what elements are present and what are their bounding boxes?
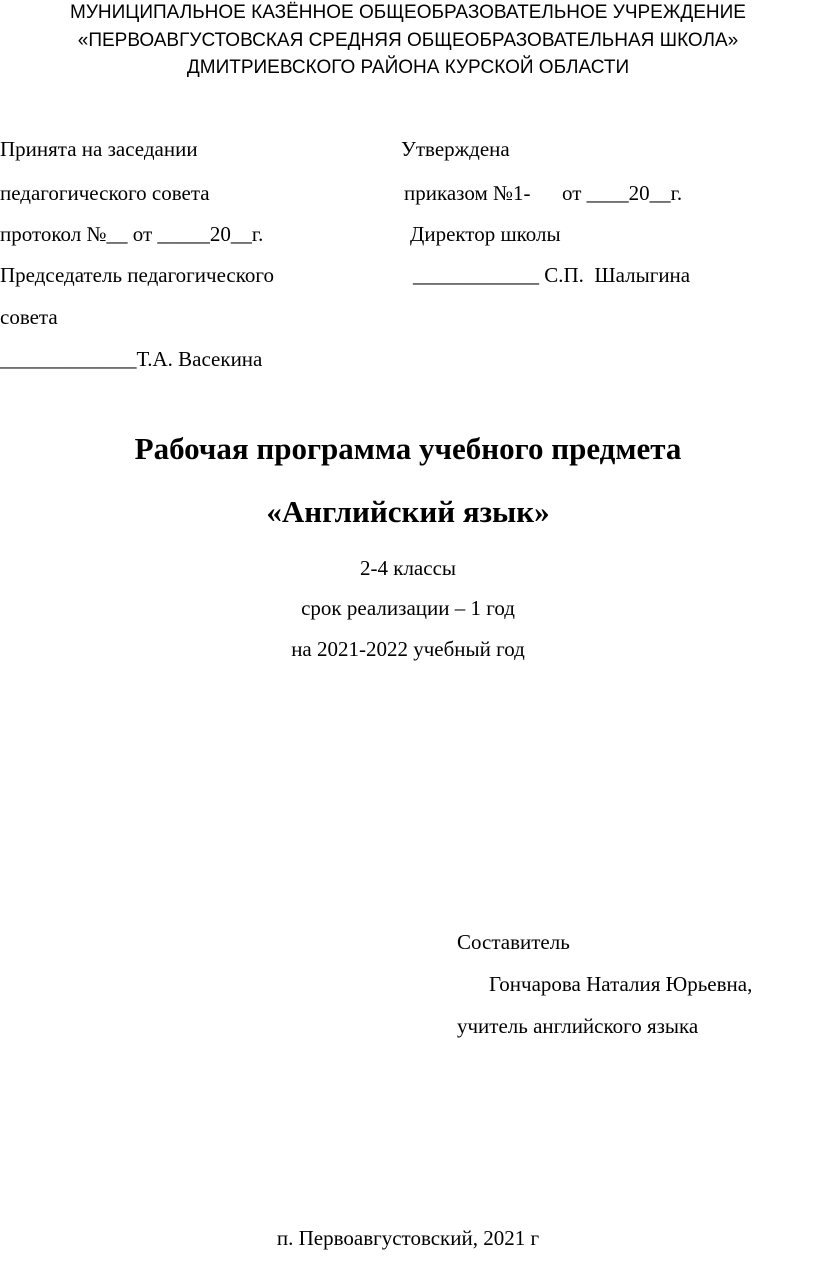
approval-right-line-4: ____________ С.П. Шалыгина [413, 263, 691, 287]
duration-text: срок реализации – 1 год [301, 596, 515, 620]
header-line-2: «ПЕРВОАВГУСТОВСКАЯ СРЕДНЯЯ ОБЩЕОБРАЗОВАТЕЛЬНАЯ ШКОЛА» [77, 30, 739, 51]
approval-right-line-3: Директор школы [410, 222, 561, 246]
grades-text: 2-4 классы [360, 556, 456, 580]
approval-left-line-5: совета [0, 305, 58, 329]
author-position: учитель английского языка [457, 1014, 699, 1038]
academic-year-text: на 2021-2022 учебный год [291, 637, 525, 661]
document-title-line-2: «Английский язык» [266, 494, 550, 529]
approval-left-line-1: Принята на заседании [0, 137, 198, 161]
approval-right-line-2: приказом №1- от ____20__г. [404, 181, 683, 205]
header-line-1: МУНИЦИПАЛЬНОЕ КАЗЁННОЕ ОБЩЕОБРАЗОВАТЕЛЬНОЕ УЧРЕЖДЕНИЕ [70, 2, 746, 23]
approval-left-line-3: протокол №__ от _____20__г. [0, 222, 264, 246]
approval-left-line-2: педагогического совета [0, 181, 210, 205]
footer-place-year: п. Первоавгустовский, 2021 г [276, 1226, 540, 1250]
approval-left-line-4: Председатель педагогического [0, 263, 274, 287]
header-line-3: ДМИТРИЕВСКОГО РАЙОНА КУРСКОЙ ОБЛАСТИ [186, 57, 630, 78]
document-title-line-1: Рабочая программа учебного предмета [134, 431, 682, 466]
approval-right-line-1: Утверждена [401, 137, 510, 161]
approval-left-line-6: _____________Т.А. Васекина [0, 347, 263, 371]
author-name: Гончарова Наталия Юрьевна, [489, 972, 753, 996]
author-label: Составитель [457, 930, 570, 954]
